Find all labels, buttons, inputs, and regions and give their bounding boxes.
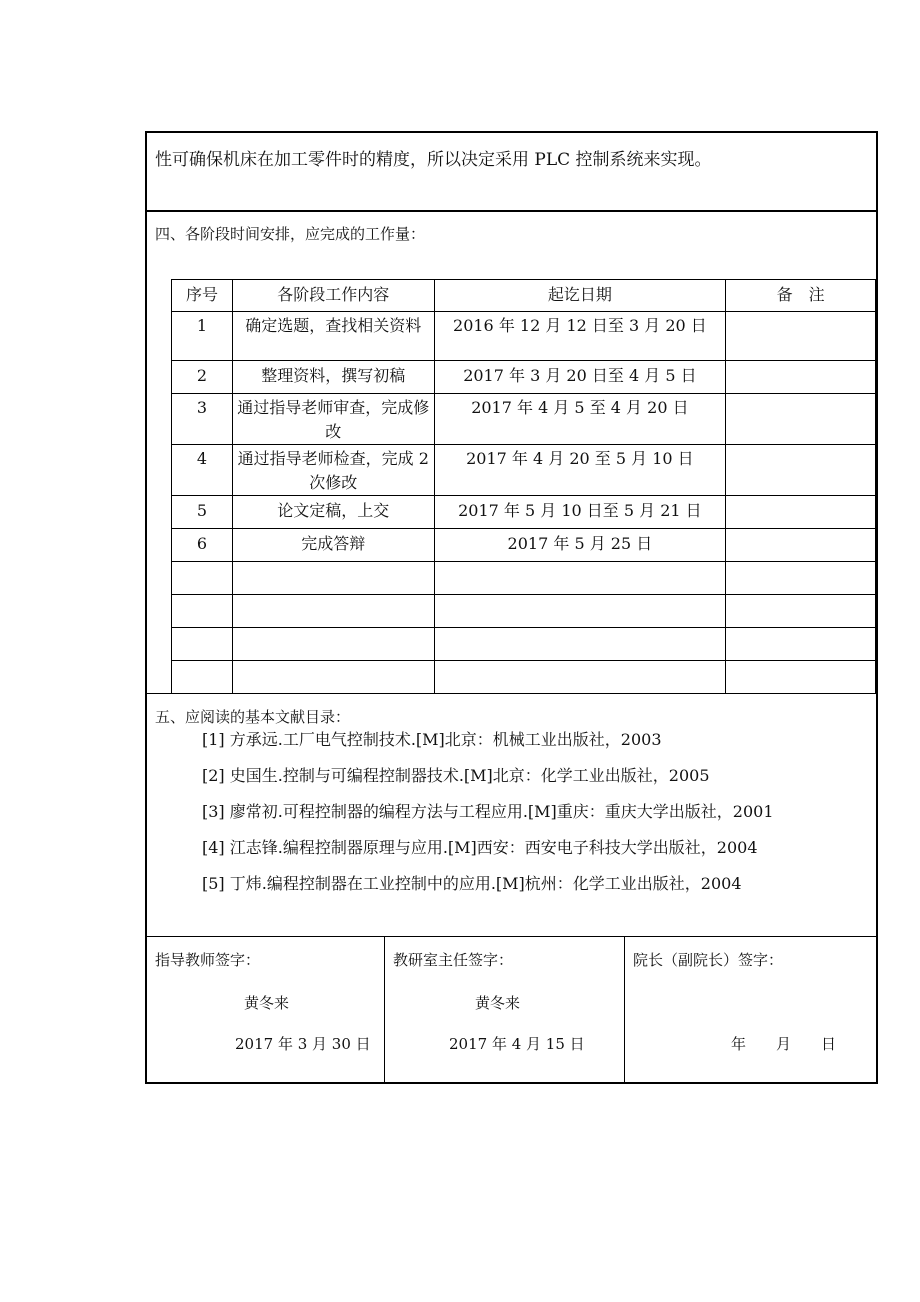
- director-signature-cell: [385, 937, 625, 1082]
- schedule-heading: 四、各阶段时间安排，应完成的工作量：: [155, 225, 426, 243]
- list-item: [1] 方承远.工厂电气控制技术.[M]北京：机械工业出版社，2003: [202, 730, 662, 749]
- task-form: [145, 131, 878, 1084]
- signature-row: [147, 937, 876, 1082]
- advisor-signature-cell: [147, 937, 385, 1082]
- row-remark: [726, 529, 876, 562]
- row-content: 通过指导老师检查，完成 2 次修改: [232, 445, 434, 496]
- column-header-content: 各阶段工作内容: [232, 280, 434, 312]
- schedule-table: [171, 279, 876, 694]
- reference-list: [202, 729, 774, 909]
- row-remark: [726, 361, 876, 394]
- advisor-name: 黄冬来: [244, 994, 290, 1012]
- row-no: 5: [172, 496, 233, 529]
- implementation-text: 性可确保机床在加工零件时的精度，所以决定采用 PLC 控制系统来实现。: [155, 150, 712, 170]
- section-references: [147, 694, 876, 937]
- director-date: 2017 年 4 月 15 日: [449, 1035, 585, 1053]
- row-remark: [726, 445, 876, 496]
- row-remark: [726, 394, 876, 445]
- section-implementation: [147, 133, 876, 212]
- list-item: [4] 江志锋.编程控制器原理与应用.[M]西安：西安电子科技大学出版社，2004: [202, 838, 758, 857]
- table-row: [172, 312, 876, 361]
- director-name: 黄冬来: [475, 994, 521, 1012]
- section-schedule: [147, 212, 876, 694]
- director-signature-label: 教研室主任签字：: [393, 951, 514, 969]
- column-header-dates: 起讫日期: [434, 280, 726, 312]
- row-dates: 2017 年 5 月 25 日: [434, 529, 726, 562]
- table-row-empty: [172, 562, 876, 595]
- row-no: 6: [172, 529, 233, 562]
- row-content: 完成答辩: [232, 529, 434, 562]
- row-content: 整理资料，撰写初稿: [232, 361, 434, 394]
- list-item: [5] 丁炜.编程控制器在工业控制中的应用.[M]杭州：化学工业出版社，2004: [202, 874, 742, 893]
- row-no: 4: [172, 445, 233, 496]
- row-content: 论文定稿，上交: [232, 496, 434, 529]
- column-header-remark: 备 注: [726, 280, 876, 312]
- row-dates: 2017 年 4 月 20 至 5 月 10 日: [434, 445, 726, 496]
- table-row: [172, 394, 876, 445]
- table-row: [172, 529, 876, 562]
- dean-signature-label: 院长（副院长）签字：: [633, 951, 784, 969]
- table-header-row: [172, 280, 876, 312]
- row-remark: [726, 496, 876, 529]
- row-dates: 2017 年 5 月 10 日至 5 月 21 日: [434, 496, 726, 529]
- row-content: 通过指导老师审查，完成修改: [232, 394, 434, 445]
- column-header-no: 序号: [172, 280, 233, 312]
- row-no: 3: [172, 394, 233, 445]
- row-no: 1: [172, 312, 233, 361]
- row-dates: 2017 年 3 月 20 日至 4 月 5 日: [434, 361, 726, 394]
- table-row: [172, 445, 876, 496]
- list-item: [2] 史国生.控制与可编程控制器技术.[M]北京：化学工业出版社，2005: [202, 766, 710, 785]
- dean-date: 年 月 日: [731, 1035, 837, 1053]
- row-dates: 2017 年 4 月 5 至 4 月 20 日: [434, 394, 726, 445]
- advisor-signature-label: 指导教师签字：: [155, 951, 261, 969]
- references-heading: 五、应阅读的基本文献目录：: [155, 708, 351, 726]
- table-row: [172, 496, 876, 529]
- advisor-date: 2017 年 3 月 30 日: [235, 1035, 371, 1053]
- row-no: 2: [172, 361, 233, 394]
- row-remark: [726, 312, 876, 361]
- table-row-empty: [172, 661, 876, 694]
- table-row-empty: [172, 595, 876, 628]
- list-item: [3] 廖常初.可程控制器的编程方法与工程应用.[M]重庆：重庆大学出版社，2001: [202, 802, 774, 821]
- dean-signature-cell: [625, 937, 876, 1082]
- row-content: 确定选题，查找相关资料: [232, 312, 434, 361]
- row-dates: 2016 年 12 月 12 日至 3 月 20 日: [434, 312, 726, 361]
- table-row: [172, 361, 876, 394]
- table-row-empty: [172, 628, 876, 661]
